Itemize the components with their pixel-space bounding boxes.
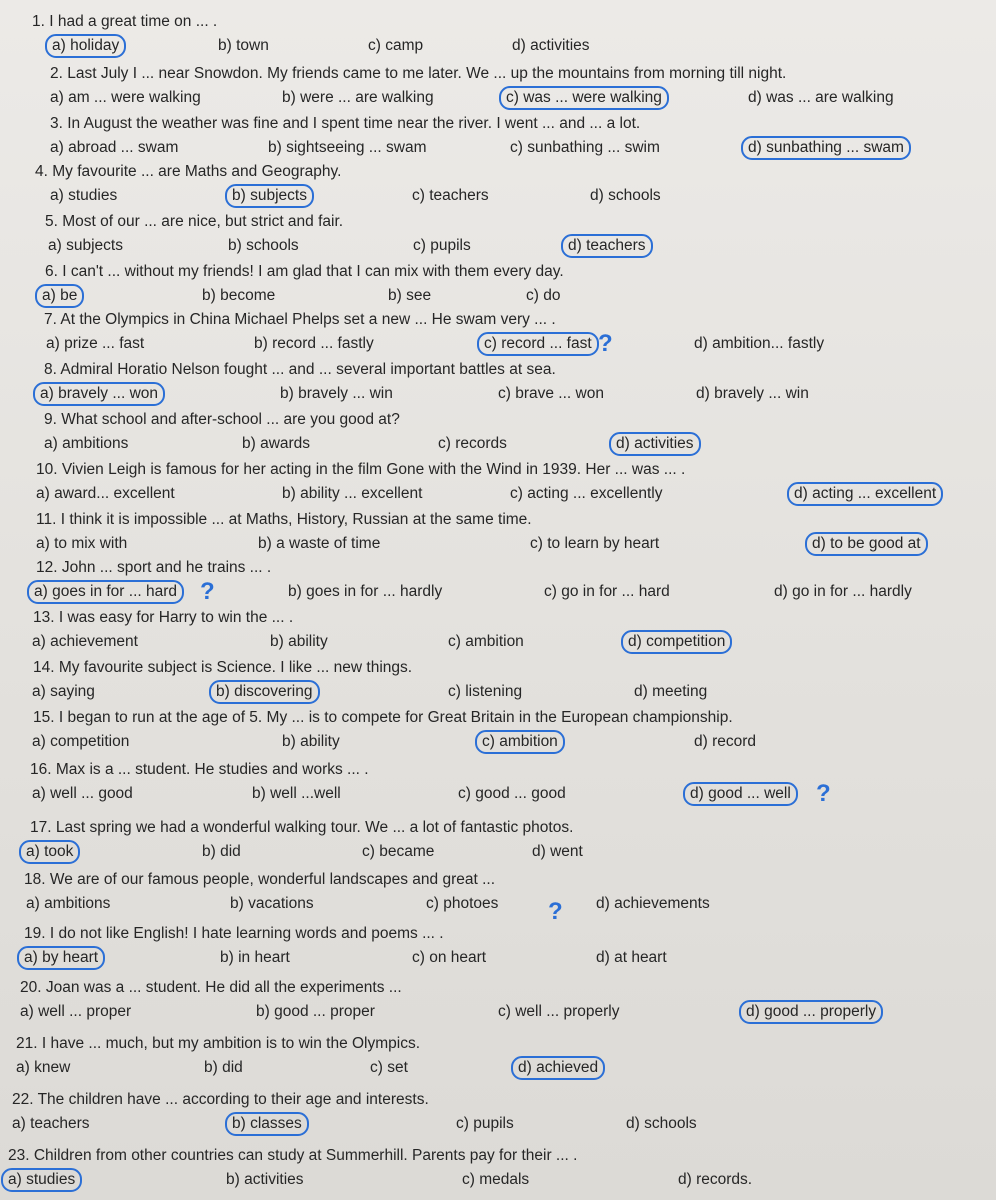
question-11 <box>0 510 996 562</box>
answer-option[interactable]: b) activities <box>226 1171 304 1188</box>
answer-option[interactable]: b) goes in for ... hardly <box>288 583 443 600</box>
answer-option[interactable]: b) bravely ... win <box>280 385 393 402</box>
selected-answer-option[interactable]: a) be <box>35 284 84 308</box>
selected-answer-option[interactable]: a) studies <box>1 1168 82 1192</box>
question-stem: 11. I think it is impossible ... at Maths, History, Russian at the same time. <box>36 511 532 528</box>
answer-option[interactable]: c) good ... good <box>458 785 566 802</box>
answer-option[interactable]: a) well ... good <box>32 785 133 802</box>
question-stem: 14. My favourite subject is Science. I like ... new things. <box>33 659 413 676</box>
selected-answer-option[interactable]: d) competition <box>621 630 732 654</box>
answer-option[interactable]: c) photoes <box>426 895 499 912</box>
question-13 <box>0 608 996 660</box>
answer-option[interactable]: d) schools <box>590 187 661 204</box>
selected-answer-option[interactable]: a) holiday <box>45 34 126 58</box>
question-stem: 6. I can't ... without my friends! I am glad that I can mix with them every day. <box>45 263 564 280</box>
question-stem: 3. In August the weather was fine and I spent time near the river. I went ... and ... a lot. <box>50 115 641 132</box>
question-stem: 22. The children have ... according to their age and interests. <box>12 1091 429 1108</box>
answer-option[interactable]: a) prize ... fast <box>46 335 145 352</box>
answer-option[interactable]: c) brave ... won <box>498 385 604 402</box>
question-4 <box>0 162 996 214</box>
answer-option[interactable]: d) record <box>694 733 757 750</box>
question-6 <box>0 262 996 314</box>
answer-option[interactable]: d) at heart <box>596 949 667 966</box>
handwritten-question-mark: ? <box>200 578 215 605</box>
answer-option[interactable]: b) were ... are walking <box>282 89 434 106</box>
selected-answer-option[interactable]: d) achieved <box>511 1056 605 1080</box>
answer-option[interactable]: b) ability <box>270 633 328 650</box>
question-21 <box>0 1034 996 1086</box>
question-2 <box>0 64 996 116</box>
answer-option[interactable]: b) a waste of time <box>258 535 381 552</box>
answer-option[interactable]: b) become <box>202 287 276 304</box>
answer-option[interactable]: c) sunbathing ... swim <box>510 139 660 156</box>
question-18 <box>0 870 996 925</box>
answer-option[interactable]: d) schools <box>626 1115 697 1132</box>
selected-answer-option[interactable]: b) discovering <box>209 680 320 704</box>
question-8 <box>0 360 996 412</box>
question-7 <box>0 310 996 362</box>
answer-option[interactable]: c) teachers <box>412 187 489 204</box>
handwritten-question-mark: ? <box>598 330 613 357</box>
question-15 <box>0 708 996 760</box>
answer-option[interactable]: a) abroad ... swam <box>50 139 179 156</box>
answer-option[interactable]: a) subjects <box>48 237 123 254</box>
answer-option[interactable]: d) meeting <box>634 683 708 700</box>
answer-option[interactable]: a) am ... were walking <box>50 89 201 106</box>
answer-option[interactable]: d) bravely ... win <box>696 385 809 402</box>
answer-option[interactable]: b) ability ... excellent <box>282 485 423 502</box>
answer-option[interactable]: b) well ...well <box>252 785 341 802</box>
answer-option[interactable]: a) studies <box>50 187 118 204</box>
question-stem: 4. My favourite ... are Maths and Geography. <box>35 163 342 180</box>
answer-option[interactable]: d) was ... are walking <box>748 89 894 106</box>
answer-option[interactable]: c) became <box>362 843 435 860</box>
answer-option[interactable]: b) see <box>388 287 432 304</box>
question-stem: 2. Last July I ... near Snowdon. My friends came to me later. We ... up the mountains from morning till night. <box>50 65 787 82</box>
selected-answer-option[interactable]: a) took <box>19 840 80 864</box>
answer-option[interactable]: c) set <box>370 1059 408 1076</box>
question-stem: 15. I began to run at the age of 5. My ... is to compete for Great Britain in the European championship. <box>33 709 733 726</box>
answer-option[interactable]: b) schools <box>228 237 299 254</box>
answer-option[interactable]: c) listening <box>448 683 523 700</box>
answer-option[interactable]: c) ambition <box>448 633 524 650</box>
question-stem: 13. I was easy for Harry to win the ... . <box>33 609 294 626</box>
answer-option[interactable]: c) medals <box>462 1171 530 1188</box>
question-stem: 23. Children from other countries can study at Summerhill. Parents pay for their ... . <box>8 1147 578 1164</box>
question-stem: 18. We are of our famous people, wonderful landscapes and great ... <box>24 871 496 888</box>
answer-option[interactable]: a) teachers <box>12 1115 90 1132</box>
answer-option[interactable]: d) go in for ... hardly <box>774 583 912 600</box>
question-stem: 10. Vivien Leigh is famous for her acting in the film Gone with the Wind in 1939. Her ... was ... . <box>36 461 686 478</box>
answer-option[interactable]: b) town <box>218 37 269 54</box>
question-22 <box>0 1090 996 1142</box>
selected-answer-option[interactable]: d) acting ... excellent <box>787 482 943 506</box>
answer-option[interactable]: a) ambitions <box>44 435 129 452</box>
answer-option[interactable]: a) knew <box>16 1059 71 1076</box>
answer-option[interactable]: c) go in for ... hard <box>544 583 670 600</box>
question-20 <box>0 978 996 1030</box>
answer-option[interactable]: d) activities <box>512 37 590 54</box>
question-stem: 9. What school and after-school ... are you good at? <box>44 411 400 428</box>
question-10 <box>0 460 996 512</box>
selected-answer-option[interactable]: c) record ... fast <box>477 332 599 356</box>
question-19 <box>0 924 996 976</box>
question-stem: 17. Last spring we had a wonderful walking tour. We ... a lot of fantastic photos. <box>30 819 574 836</box>
selected-answer-option[interactable]: a) by heart <box>17 946 105 970</box>
answer-option[interactable]: a) award... excellent <box>36 485 175 502</box>
answer-option[interactable]: c) on heart <box>412 949 487 966</box>
question-1 <box>0 12 996 64</box>
handwritten-question-mark: ? <box>816 780 831 807</box>
answer-option[interactable]: a) achievement <box>32 633 138 650</box>
answer-option[interactable]: c) to learn by heart <box>530 535 660 552</box>
answer-option[interactable]: b) in heart <box>220 949 290 966</box>
selected-answer-option[interactable]: b) subjects <box>225 184 314 208</box>
answer-option[interactable]: b) vacations <box>230 895 314 912</box>
selected-answer-option[interactable]: d) to be good at <box>805 532 928 556</box>
selected-answer-option[interactable]: c) was ... were walking <box>499 86 669 110</box>
question-14 <box>0 658 996 710</box>
selected-answer-option[interactable]: d) good ... well <box>683 782 798 806</box>
question-3 <box>0 114 996 166</box>
question-stem: 19. I do not like English! I hate learning words and poems ... . <box>24 925 444 942</box>
selected-answer-option[interactable]: a) goes in for ... hard <box>27 580 184 604</box>
answer-option[interactable]: c) records <box>438 435 507 452</box>
selected-answer-option[interactable]: b) classes <box>225 1112 309 1136</box>
answer-option[interactable]: c) well ... properly <box>498 1003 620 1020</box>
answer-option[interactable]: a) well ... proper <box>20 1003 132 1020</box>
question-stem: 20. Joan was a ... student. He did all the experiments ... <box>20 979 402 996</box>
answer-option[interactable]: d) achievements <box>596 895 710 912</box>
answer-option[interactable]: c) camp <box>368 37 424 54</box>
selected-answer-option[interactable]: d) activities <box>609 432 701 456</box>
handwritten-question-mark: ? <box>548 898 563 925</box>
answer-option[interactable]: b) awards <box>242 435 311 452</box>
question-17 <box>0 818 996 870</box>
answer-option[interactable]: c) pupils <box>413 237 471 254</box>
answer-option[interactable]: a) competition <box>32 733 130 750</box>
answer-option[interactable]: d) records. <box>678 1171 753 1188</box>
answer-option[interactable]: b) record ... fastly <box>254 335 374 352</box>
question-12 <box>0 558 996 610</box>
answer-option[interactable]: c) acting ... excellently <box>510 485 663 502</box>
answer-option[interactable]: c) do <box>526 287 561 304</box>
question-stem: 1. I had a great time on ... . <box>32 13 218 30</box>
answer-option[interactable]: b) good ... proper <box>256 1003 375 1020</box>
selected-answer-option[interactable]: c) ambition <box>475 730 565 754</box>
answer-option[interactable]: a) ambitions <box>26 895 111 912</box>
question-23 <box>0 1146 996 1198</box>
question-stem: 5. Most of our ... are nice, but strict and fair. <box>45 213 344 230</box>
question-16 <box>0 760 996 812</box>
answer-option[interactable]: d) went <box>532 843 583 860</box>
question-stem: 7. At the Olympics in China Michael Phelps set a new ... He swam very ... . <box>44 311 556 328</box>
answer-option[interactable]: c) pupils <box>456 1115 514 1132</box>
answer-option[interactable]: b) did <box>204 1059 243 1076</box>
selected-answer-option[interactable]: d) teachers <box>561 234 653 258</box>
selected-answer-option[interactable]: a) bravely ... won <box>33 382 165 406</box>
question-9 <box>0 410 996 462</box>
answer-option[interactable]: b) ability <box>282 733 340 750</box>
question-stem: 8. Admiral Horatio Nelson fought ... and ... several important battles at sea. <box>44 361 556 378</box>
answer-option[interactable]: b) did <box>202 843 241 860</box>
answer-option[interactable]: b) sightseeing ... swam <box>268 139 427 156</box>
question-stem: 12. John ... sport and he trains ... . <box>36 559 272 576</box>
question-stem: 21. I have ... much, but my ambition is to win the Olympics. <box>16 1035 421 1052</box>
answer-option[interactable]: d) ambition... fastly <box>694 335 825 352</box>
question-5 <box>0 212 996 264</box>
question-stem: 16. Max is a ... student. He studies and works ... . <box>30 761 369 778</box>
answer-option[interactable]: a) saying <box>32 683 95 700</box>
selected-answer-option[interactable]: d) good ... properly <box>739 1000 883 1024</box>
selected-answer-option[interactable]: d) sunbathing ... swam <box>741 136 911 160</box>
answer-option[interactable]: a) to mix with <box>36 535 128 552</box>
